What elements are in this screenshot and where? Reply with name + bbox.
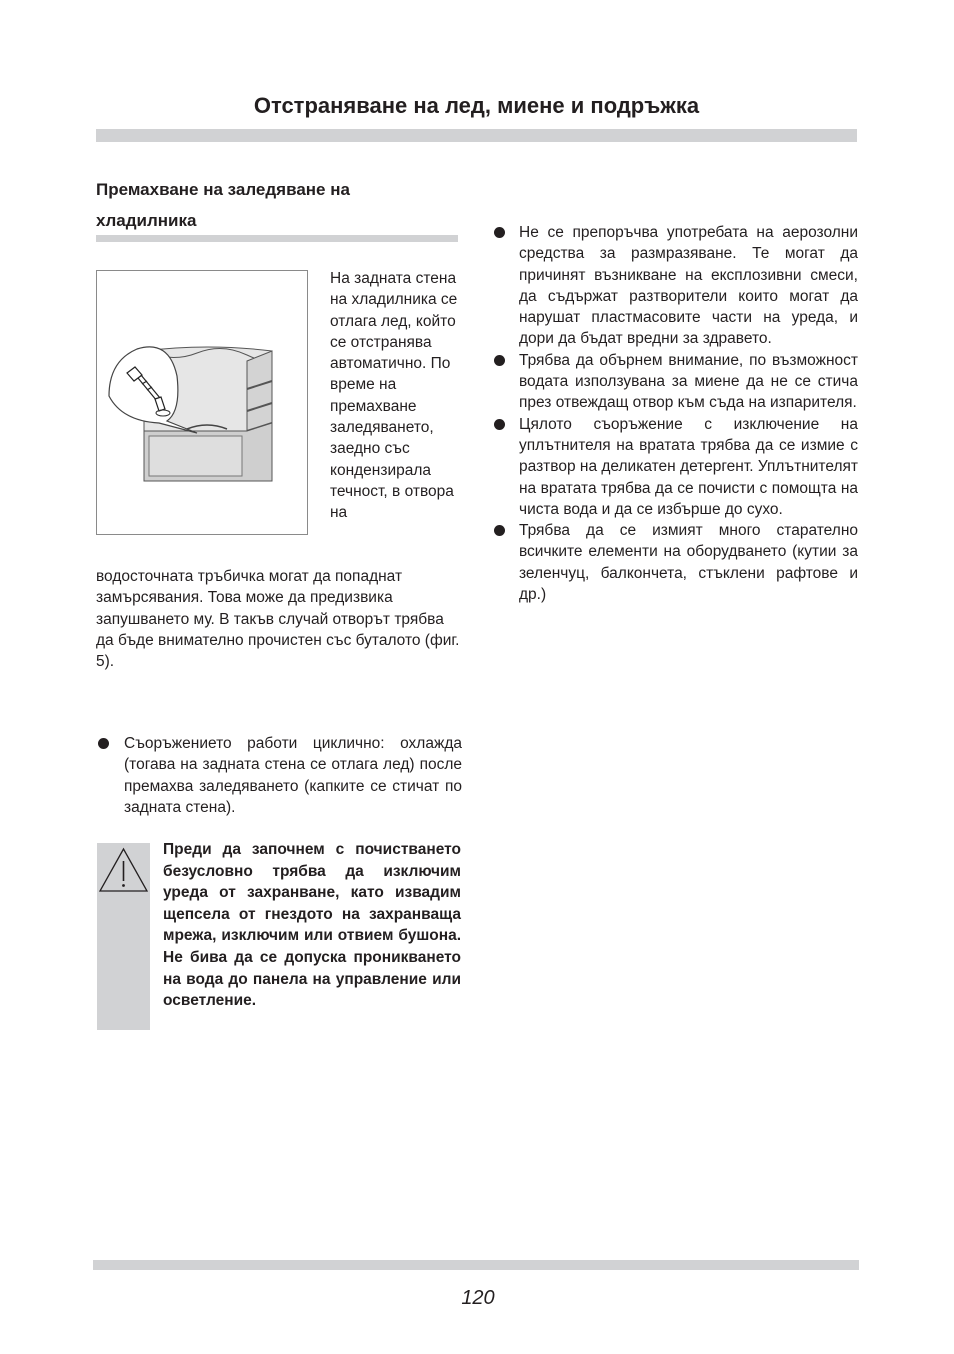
list-item xyxy=(96,733,462,818)
list-item xyxy=(492,350,858,414)
bullet-dot-icon xyxy=(494,419,505,430)
list-item xyxy=(492,414,858,520)
title-divider xyxy=(96,129,857,142)
bullet-dot-icon xyxy=(98,738,109,749)
list-item-text: Цялото съоръжение с изключение на уплътнителя на вратата трябва да се измие с разтвор на деликатен детергент. Уплътнителят на вратата трябва да се почисти с помощта на чиста вода и да се избърше до сухо. xyxy=(519,415,858,518)
list-item-text: Съоръжението работи циклично: охлажда (тогава на задната стена се отлага лед) после премахва заледяването (капките се стичат по задната стена). xyxy=(124,735,462,816)
fridge-drain-figure xyxy=(96,270,308,535)
cycle-bullet xyxy=(96,733,462,818)
page-number: 120 xyxy=(461,1287,495,1309)
defrost-continued-text: водосточната тръбичка могат да попаднат замърсявания. Това може да предизвика запушването му. В такъв случай отворът трябва да бъде внимателно прочистен със буталото (фиг. 5). xyxy=(96,568,460,671)
warning-text: Преди да започнем с почистването безусловно трябва да изключим уреда от захранване, като извадим щепсела от гнездото на захранваща мрежа, изключим или отвием бушона. Не бива да се допуска проникването на вода до панела на управление или осветление. xyxy=(163,841,461,1010)
bullet-dot-icon xyxy=(494,227,505,238)
section-divider xyxy=(96,235,458,242)
fridge-drain-cleaning-illustration xyxy=(97,271,307,534)
list-item-text: Трябва да обърнем внимание, по възможност водата използувана за миене да не се стича през отвеждащ отвор към съда на изпарителя. xyxy=(519,351,858,412)
list-item-text: Трябва да се измият много старателно всичките елементи на оборудването (кутии за зеленчуц, балкончета, стъклени рафтове и др.) xyxy=(519,522,858,604)
warning-panel xyxy=(97,843,150,1030)
list-item xyxy=(492,520,858,605)
page-title: Отстраняване на лед, миене и подръжка xyxy=(253,93,700,118)
section-heading: Премахване на заледяване на хладилника xyxy=(96,180,350,230)
list-item-text: Не се препоръчва употребата на аерозолни средства за размразяване. Те могат да причинят възникване на експлозивни смеси, да съдържат разтворители които могат да нарушат пластмасовите части на уреда, и дори да бъдат вредни за здравето. xyxy=(519,224,858,348)
cleaning-bullets xyxy=(492,222,858,605)
bullet-dot-icon xyxy=(494,525,505,536)
list-item xyxy=(492,222,858,350)
warning-triangle-icon xyxy=(97,843,150,903)
defrost-intro-text: На задната стена на хладилника се отлага лед, който се отстранява автоматично. По време на премахване заледяването, заедно със кондензирала течност, в отвора на xyxy=(330,270,458,522)
bullet-dot-icon xyxy=(494,355,505,366)
footer-divider xyxy=(93,1260,859,1270)
